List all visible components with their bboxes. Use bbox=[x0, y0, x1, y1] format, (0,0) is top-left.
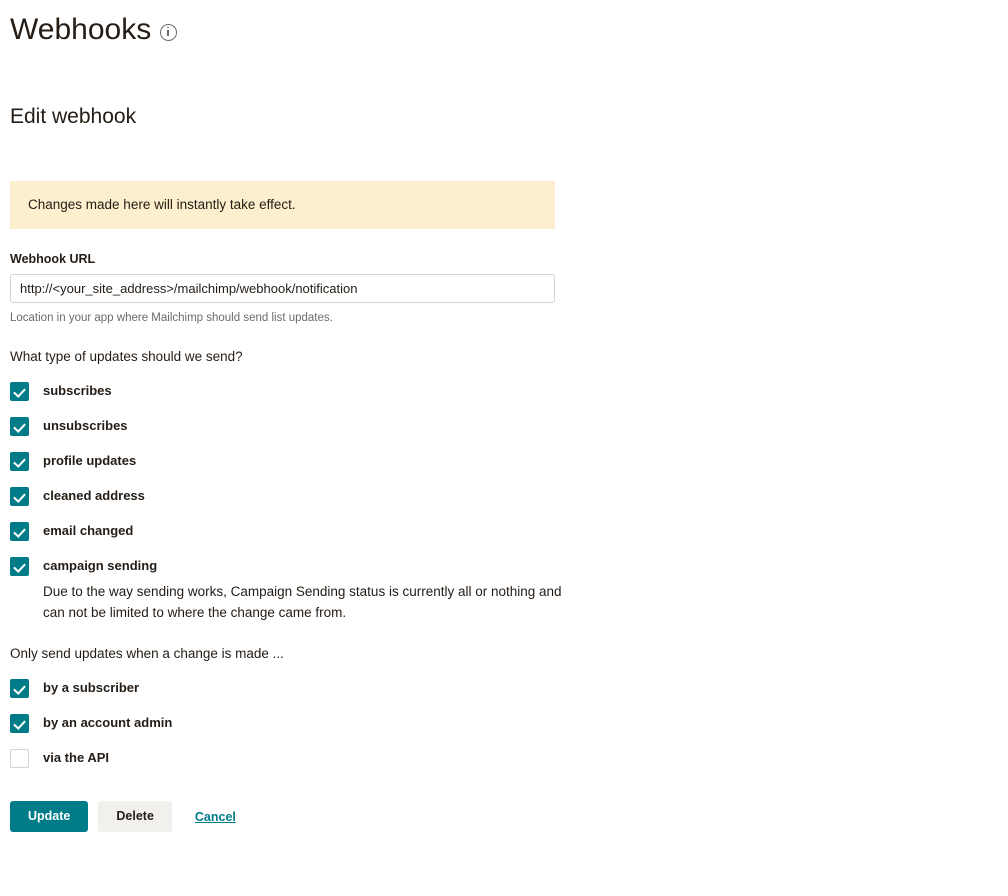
checkbox-campaign-sending[interactable] bbox=[10, 557, 29, 576]
webhook-url-label: Webhook URL bbox=[10, 252, 96, 266]
cancel-link[interactable]: Cancel bbox=[194, 809, 236, 824]
checkbox-label-cleaned-address: cleaned address bbox=[43, 488, 145, 503]
checkbox-row-by-a-subscriber[interactable] bbox=[10, 678, 1008, 698]
section-title: Edit webhook bbox=[10, 105, 137, 128]
checkbox-profile-updates[interactable] bbox=[10, 452, 29, 471]
checkbox-by-an-account-admin[interactable] bbox=[10, 714, 29, 733]
notice-text: Changes made here will instantly take effect. bbox=[28, 197, 296, 212]
checkbox-row-email-changed[interactable] bbox=[10, 521, 1008, 541]
checkbox-note-campaign-sending: Due to the way sending works, Campaign Sending status is currently all or nothing and can not be limited to where the change came from. bbox=[43, 584, 562, 620]
checkbox-email-changed[interactable] bbox=[10, 522, 29, 541]
checkbox-cleaned-address[interactable] bbox=[10, 487, 29, 506]
checkbox-row-campaign-sending[interactable] bbox=[10, 556, 1008, 623]
checkbox-row-cleaned-address[interactable] bbox=[10, 486, 1008, 506]
checkbox-row-by-an-account-admin[interactable] bbox=[10, 713, 1008, 733]
checkbox-label-by-an-account-admin: by an account admin bbox=[43, 715, 173, 730]
page-title bbox=[10, 10, 1008, 50]
update-types-question: What type of updates should we send? bbox=[10, 349, 243, 364]
info-icon[interactable] bbox=[160, 24, 177, 41]
webhook-url-input[interactable] bbox=[10, 274, 555, 303]
page-title-text: Webhooks bbox=[10, 13, 152, 46]
checkbox-by-a-subscriber[interactable] bbox=[10, 679, 29, 698]
webhook-url-help: Location in your app where Mailchimp should send list updates. bbox=[10, 312, 333, 324]
form-actions bbox=[10, 801, 1008, 844]
checkbox-label-profile-updates: profile updates bbox=[43, 453, 137, 468]
checkbox-via-the-api[interactable] bbox=[10, 749, 29, 768]
checkbox-label-campaign-sending: campaign sending bbox=[43, 558, 158, 573]
instant-effect-notice bbox=[10, 181, 555, 229]
checkbox-row-profile-updates[interactable] bbox=[10, 451, 1008, 471]
checkbox-unsubscribes[interactable] bbox=[10, 417, 29, 436]
checkbox-row-unsubscribes[interactable] bbox=[10, 416, 1008, 436]
checkbox-row-subscribes[interactable] bbox=[10, 381, 1008, 401]
checkbox-label-by-a-subscriber: by a subscriber bbox=[43, 680, 140, 695]
sources-question: Only send updates when a change is made ... bbox=[10, 646, 284, 661]
checkbox-label-email-changed: email changed bbox=[43, 523, 134, 538]
checkbox-label-via-the-api: via the API bbox=[43, 750, 109, 765]
checkbox-label-subscribes: subscribes bbox=[43, 383, 112, 398]
checkbox-subscribes[interactable] bbox=[10, 382, 29, 401]
delete-button[interactable]: Delete bbox=[98, 801, 172, 832]
update-button[interactable]: Update bbox=[10, 801, 88, 832]
checkbox-label-unsubscribes: unsubscribes bbox=[43, 418, 128, 433]
checkbox-row-via-the-api[interactable] bbox=[10, 748, 1008, 768]
